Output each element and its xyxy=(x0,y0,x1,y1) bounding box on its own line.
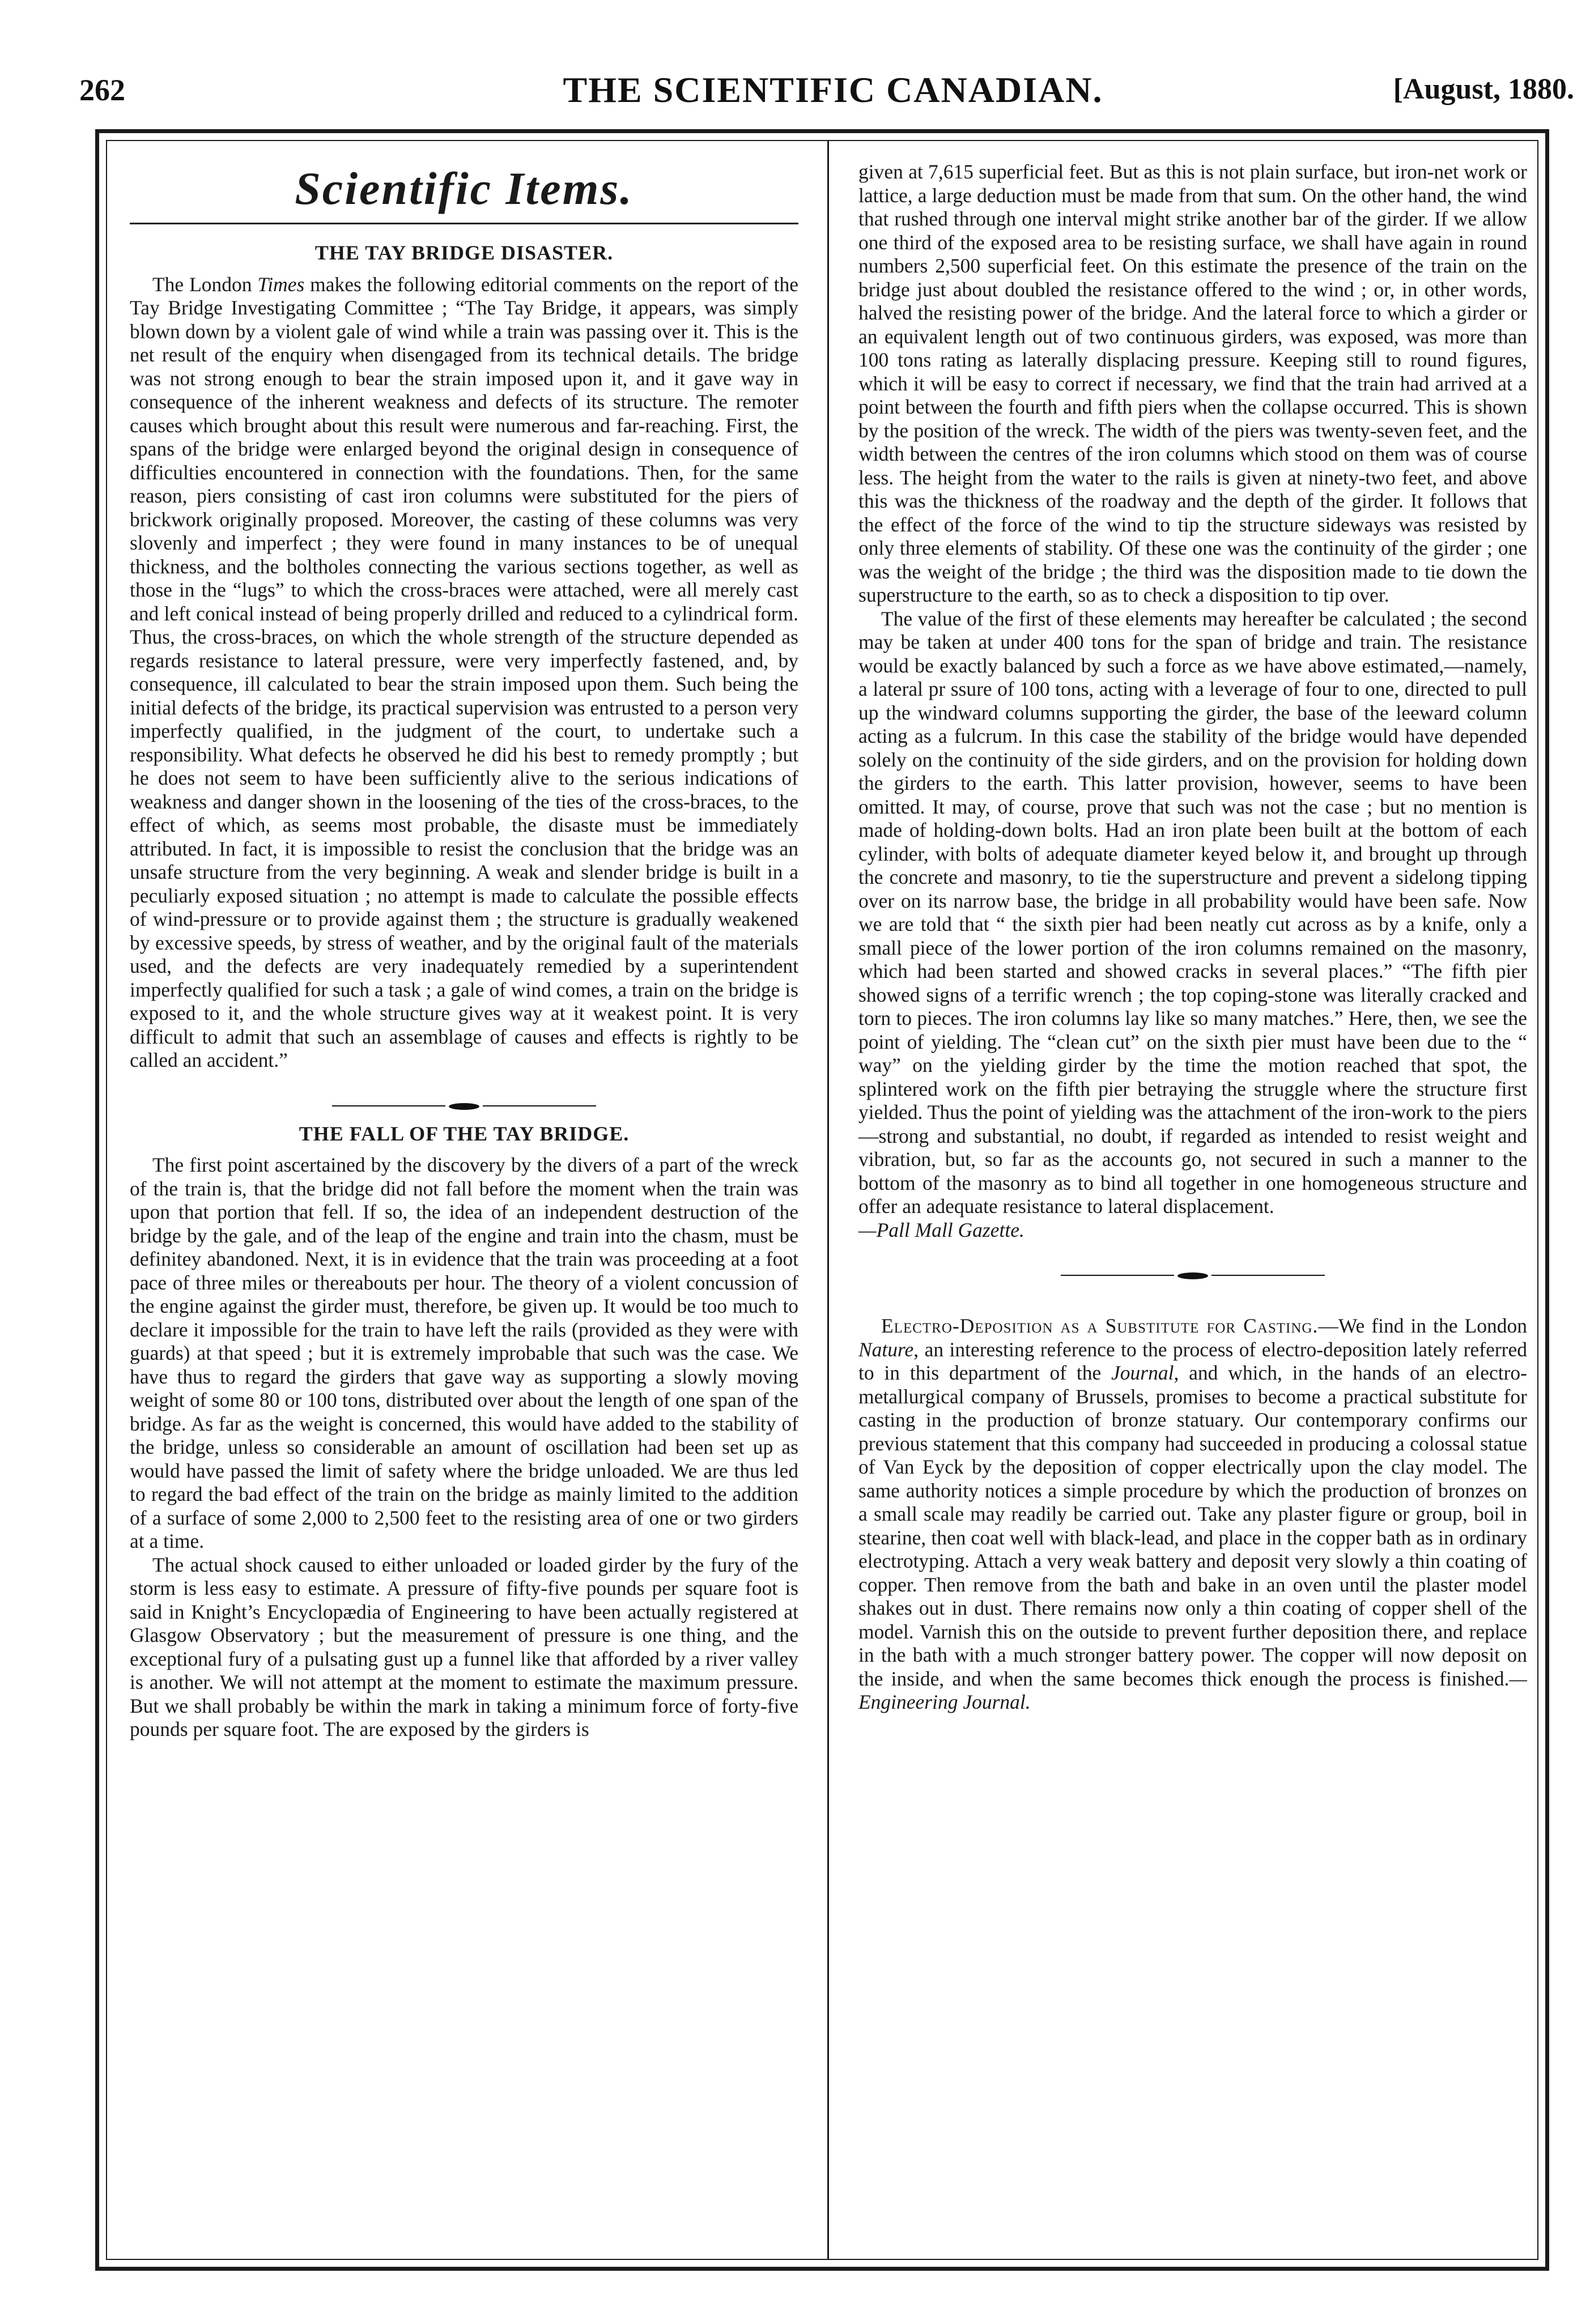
article-text: , an interesting reference to the process of electro-deposition lately referred to in this department of the xyxy=(858,1338,1527,1384)
article-paragraph: The actual shock caused to either unloaded or loaded girder by the fury of the storm is less easy to estimate. A pressure of fifty-five pounds per square foot is said in Knight’s Encyclopædia of Engineering to have been actually registered at Glasgow Observatory ; but the measurement of pressure is one thing, and the exceptional fury of a pulsating gust up a funnel like that afforded by a river valley is another. We will not attempt at the moment to estimate the maximum pressure. But we shall probably be within the mark in taking a minimum force of forty-five pounds per square foot. The are exposed by the girders is xyxy=(130,1553,798,1740)
journal-title: THE SCIENTIFIC CANADIAN. xyxy=(563,70,1103,110)
journal-name: Nature xyxy=(858,1338,914,1361)
article-text: makes the following editorial comments on the report of the Tay Bridge Investigating Committee ; “The Tay Bridge, it appears, was simply blown down by a violent gale of wind while a train was passing over it. This is the net result of the enquiry when disengaged from its technical details. The bridge was not strong enough to bear the strain imposed upon it, and it gave way in consequence of the inherent weakness and defects of its structure. The remoter causes which brought about this result were numerous and far-reaching. First, the spans of the bridge were enlarged beyond the original design in consequence of difficulties encountered in connection with the foundations. Then, for the same reason, piers consisting of cast iron columns were substituted for the piers of brickwork originally proposed. Moreover, the casting of these columns was very slovenly and imperfect ; they were found in many instances to be of unequal thickness, and the boltholes connecting the various sections together, as well as those in the “lugs” to which the cross-braces were attached, were all merely cast and left conical instead of being properly drilled and reduced to a cylindrical form. Thus, the cross-braces, on which the whole strength of the structure depended as regards resistance to lateral pressure, were very imperfectly fastened, and, by consequence, ill calculated to bear the strain imposed upon them. Such being the initial defects of the bridge, its practical supervision was entrusted to a person very imperfectly qualified, in the judgment of the court, to undertake such a responsibility. What defects he observed he did his best to remedy promptly ; but he does not seem to have been sufficiently alive to the serious indications of weakness and danger shown in the loosening of the ties of the cross-braces, to the effect of which, as seems most probable, the disaste must be immediately attributed. In fact, it is impossible to resist the conclusion that the bridge was an unsafe structure from the very beginning. A weak and slender bridge is built in a peculiarly exposed situation ; no attempt is made to calculate the possible effects of wind-pressure or to provide against them ; the structure is gradually weakened by excessive speeds, by stress of weather, and by the original fault of the materials used, and the defects are very inadequately remedied by a superintendent imperfectly qualified for such a task ; a gale of wind comes, a train on the bridge is exposed to it, and the whole structure gives way at it weakest point. It is very difficult to admit that such an assemblage of causes and effects is rightly to be called an accident.” xyxy=(130,273,798,1071)
section-divider-ornament xyxy=(130,1092,798,1103)
article-paragraph: given at 7,615 superficial feet. But as this is not plain surface, but iron-net work or lattice, a large deduction must be made from that sum. On the other hand, the wind that rushed through one interval might strike another bar of the girder. If we allow one third of the exposed area to be resisting surface, we shall have again in round numbers 2,500 superficial feet. On this estimate the presence of the train on the bridge just about doubled the resistance offered to the wind ; or, in other words, halved the resisting power of the bridge. And the lateral force to which a girder or an equivalent length out of two continuous girders, was exposed, was more than 100 tons rating as laterally displacing pressure. Keeping still to round figures, which it will be easy to correct if necessary, we find that the train had arrived at a point between the fourth and fifth piers when the collapse occurred. This is shown by the position of the wreck. The width of the piers was twenty-seven feet, and the width between the centres of the iron columns which stood on them was of course less. The height from the water to the rails is given at ninety-two feet, and above this was the thickness of the roadway and the depth of the girder. It follows that the effect of the force of the wind to tip the structure sideways was resisted by only three elements of stability. Of these one was the continuity of the girder ; one was the weight of the bridge ; the third was the disposition made to tie down the superstructure to the earth, so as to check a disposition to tip over. xyxy=(858,160,1527,606)
article-source: —Engineering Journal. xyxy=(858,1667,1527,1713)
running-head xyxy=(79,67,1587,124)
article-paragraph: The first point ascertained by the discovery by the divers of a part of the wreck of the train is, that the bridge did not fall before the moment when the train was upon that portion that fell. If so, the idea of an independent destruction of the bridge by the gale, and of the leap of the engine and train into the chasm, must be definitey abandoned. Next, it is in evidence that the train was proceeding at a foot pace of three miles or thereabouts per hour. The theory of a violent concussion of the engine against the girder must, therefore, be given up. It would be too much to declare it impossible for the train to have left the rails (provided as they were with guards) at that speed ; but it is extremely improbable that such was the case. We have thus to regard the girders that gave way as supporting a slowly moving weight of some 80 or 100 tons, distributed over about the length of one span of the bridge. As far as the weight is concerned, this would have added to the stability of the bridge, unless so considerable an amount of oscillation had been set up as would have passed the limit of safety where the bridge unloaded. We are thus led to regard the bad effect of the train on the bridge as mainly limited to the addition of a surface of some 2,000 to 2,500 feet to the resisting area of one or two girders at a time. xyxy=(130,1154,798,1552)
newspaper-name: Times xyxy=(257,273,305,296)
column-rule xyxy=(827,140,829,2260)
page-border xyxy=(95,129,1549,2271)
section-divider-ornament xyxy=(858,1261,1527,1272)
article-title-tay-bridge-disaster: THE TAY BRIDGE DISASTER. xyxy=(314,241,614,264)
page-number: 262 xyxy=(79,73,125,107)
section-heading: Scientific Items. xyxy=(295,163,634,214)
journal-name: Journal xyxy=(1111,1361,1174,1384)
article-text: —We find in the London xyxy=(1318,1314,1527,1337)
article-lead-heading: Electro-Deposition as a Substitute for Casting. xyxy=(881,1314,1319,1337)
article-text: The London xyxy=(152,273,258,296)
article-title-fall-of-tay-bridge: THE FALL OF THE TAY BRIDGE. xyxy=(299,1122,630,1145)
issue-date: [August, 1880. xyxy=(1393,73,1574,105)
article-electro-deposition xyxy=(858,1314,1527,1714)
article-paragraph: The value of the first of these elements may hereafter be calculated ; the second may be taken at under 400 tons for the span of bridge and train. The resistance would be exactly balanced by such a force as we have above estimated,—namely, a lateral pr ssure of 100 tons, acting with a leverage of four to one, directed to pull up the windward columns supporting the girder, the base of the leeward column acting as a fulcrum. In this case the stability of the bridge would have depended solely on the continuity of the side girders, and on the provision for holding down the girders to the earth. This latter provision, however, seems to have been omitted. It may, of course, prove that such was not the case ; but no mention is made of holding-down bolts. Had an iron plate been built at the bottom of each cylinder, with bolts of adequate diameter keyed below it, and brought up through the concrete and masonry, to tie the superstructure and prevent a sidelong tipping over on its narrow base, the bridge in all probability would have been safe. Now we are told that “ the sixth pier had been neatly cut across as by a knife, only a small piece of the lower portion of the iron columns remained on the masonry, which had been started and showed cracks in several places.” “The fifth pier showed signs of a terrific wrench ; the top coping-stone was literally cracked and torn to pieces. The iron columns lay like so many matches.” Here, then, we see the point of yielding. The “clean cut” on the sixth pier must have been due to the “ way” on the yielding girder by the time the motion reached that spot, the splintered work on the fifth pier betraying the struggle where the structure first yielded. Thus the point of yielding was the attachment of the iron-work to the piers—strong and substantial, no doubt, if regarded as intended to resist weight and vibration, but, so far as the accounts go, not secured in such a manner to the bottom of the masonry as to bind all together in one homogeneous structure and offer an adequate resistance to lateral displacement. xyxy=(858,607,1527,1218)
right-column xyxy=(858,160,1527,1714)
heading-rule xyxy=(130,223,798,224)
article-source: —Pall Mall Gazette. xyxy=(858,1218,1024,1241)
article-body-tay-bridge-disaster xyxy=(130,273,798,1072)
article-text: , and which, in the hands of an electro-metallurgical company of Brussels, promises to become a practical substitute for casting in the production of bronze statuary. Our contemporary confirms our previous statement that this company had succeeded in producing a colossal statue of Van Eyck by the deposition of copper electrically upon the clay model. The same authority notices a simple procedure by which the production of bronzes on a small scale may readily be carried out. Take any plaster figure or group, boil in stearine, then coat well with black-lead, and place in the copper bath as in ordinary electrotyping. Attach a very weak battery and deposit very slowly a thin coating of copper. Then remove from the bath and bake in an oven until the plaster model shakes out in dust. There remains now only a thin coating of copper shell of the model. Varnish this on the outside to prevent further deposition there, and replace in the bath with a much stronger battery power. The copper will now deposit on the inside, and when the same becomes thick enough the process is finished. xyxy=(858,1361,1527,1690)
left-column xyxy=(130,160,798,1742)
